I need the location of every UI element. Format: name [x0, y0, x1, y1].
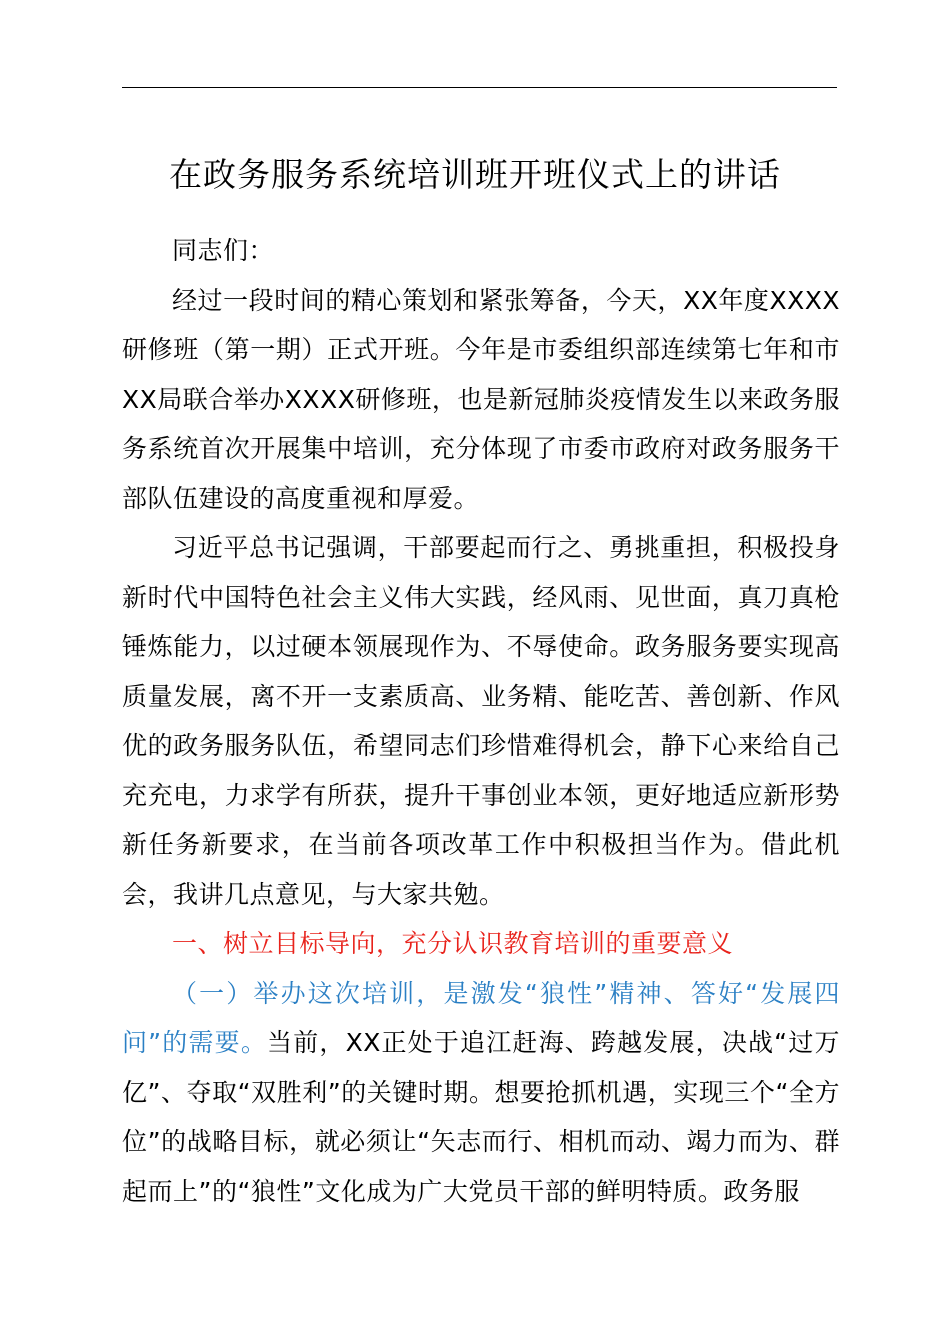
subsection-1-paragraph — [122, 969, 840, 1217]
salutation: 同志们： — [172, 236, 275, 265]
document-title: 在政务服务系统培训班开班仪式上的讲话 — [169, 155, 781, 194]
section-1-heading: 一、树立目标导向，充分认识教育培训的重要意义 — [172, 929, 734, 958]
document-body — [122, 226, 840, 1216]
paragraph-1: 经过一段时间的精心策划和紧张筹备，今天，XX年度XXXX研修班（第一期）正式开班。今年是市委组织部连续第七年和市XX局联合举办XXXX研修班，也是新冠肺炎疫情发生以来政务服务系统首次开展集中培训，充分体现了市委市政府对政务服务干部队伍建设的高度重视和厚爱。 — [122, 285, 840, 513]
paragraph-2: 习近平总书记强调，干部要起而行之、勇挑重担，积极投身新时代中国特色社会主义伟大实践，经风雨、见世面，真刀真枪锤炼能力，以过硬本领展现作为、不辱使命。政务服务要实现高质量发展，离不开一支素质高、业务精、能吃苦、善创新、作风优的政务服务队伍，希望同志们珍惜难得机会，静下心来给自己充充电，力求学有所获，提升干事创业本领，更好地适应新形势新任务新要求，在当前各项改革工作中积极担当作为。借此机会，我讲几点意见，与大家共勉。 — [122, 533, 840, 909]
subsection-1-heading: （一）举办这次培训，是激发“狼性”精神、答好“发展四问”的需要。 — [122, 978, 840, 1057]
header-rule — [122, 87, 837, 88]
subsection-1-body: 当前，XX正处于追江赶海、跨越发展，决战“过万亿”、夺取“双胜利”的关键时期。想要抢抓机遇，实现三个“全方位”的战略目标，就必须让“矢志而行、相机而动、竭力而为、群起而上”的“狼性”文化成为广大党员干部的鲜明特质。政务服 — [122, 1028, 840, 1206]
